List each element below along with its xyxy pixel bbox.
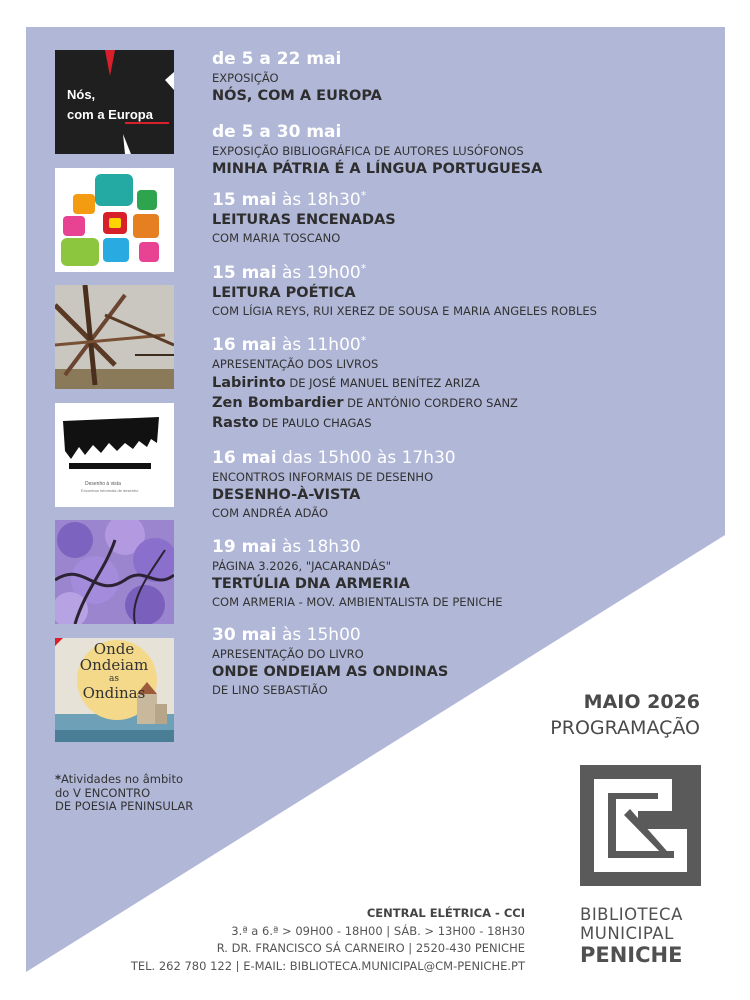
thumb-europa-line1: Nós, — [67, 87, 96, 102]
event-title: LEITURA POÉTICA — [212, 285, 356, 301]
month-subtitle: PROGRAMAÇÃO — [550, 717, 700, 739]
event-date: 30 mai às 15h00 — [212, 625, 361, 645]
poster — [26, 27, 725, 972]
thumb-desenho-caption1: Desenho à vista — [85, 481, 121, 487]
event-kind: APRESENTAÇÃO DO LIVRO — [212, 647, 364, 661]
event-title: DESENHO-À-VISTA — [212, 487, 361, 503]
footnote-line1: Atividades no âmbito — [61, 772, 184, 786]
thumb-ondinas-line1: Onde — [93, 640, 135, 658]
contacts-venue: CENTRAL ELÉTRICA - CCI — [366, 906, 525, 920]
library-name-line3: PENICHE — [580, 943, 683, 967]
thumb-nos-com-a-europa — [55, 50, 174, 154]
contacts — [131, 905, 525, 972]
event-nos-com-a-europa — [212, 49, 382, 106]
thumb-desenho-caption2: Encontros informais de desenho — [81, 488, 139, 493]
event-guest: COM LÍGIA REYS, RUI XEREZ DE SOUSA E MARIA ANGELES ROBLES — [212, 304, 597, 318]
contacts-hours: 3.ª a 6.ª > 09H00 - 18H00 | SÁB. > 13H00 - 18H30 — [231, 923, 525, 938]
event-apresentacao-livros — [212, 335, 518, 433]
library-logo-icon — [580, 765, 701, 886]
event-title: LEITURAS ENCENADAS — [212, 212, 396, 228]
event-date: 16 mai às 11h00* — [212, 334, 367, 355]
event-onde-ondeiam — [212, 625, 448, 699]
thumb-jacarandas — [55, 520, 174, 624]
thumb-leituras-encenadas — [55, 168, 174, 272]
thumb-ondinas-line2: Ondeiam — [79, 656, 149, 674]
event-tertulia-dna-armeria — [212, 537, 503, 611]
thumb-onde-ondeiam-as-ondinas — [55, 638, 174, 742]
thumb-ondinas-line3: as — [109, 674, 119, 684]
month-heading — [550, 689, 700, 741]
contacts-phone-email: TEL. 262 780 122 | E-MAIL: BIBLIOTECA.MUNICIPAL@CM-PENICHE.PT — [130, 958, 525, 972]
event-guest: COM MARIA TOSCANO — [212, 231, 341, 245]
event-guest: DE LINO SEBASTIÃO — [212, 683, 328, 697]
event-date: 16 mai das 15h00 às 17h30 — [212, 448, 456, 468]
thumb-desenho-a-vista — [55, 403, 174, 507]
footnote-line2: do V ENCONTRO — [55, 785, 151, 800]
month-title: MAIO 2026 — [583, 691, 700, 713]
event-title: NÓS, COM A EUROPA — [212, 88, 382, 104]
book-labirinto: Labirinto DE JOSÉ MANUEL BENÍTEZ ARIZA — [212, 375, 480, 391]
event-kind: EXPOSIÇÃO BIBLIOGRÁFICA DE AUTORES LUSÓFONOS — [212, 144, 524, 158]
book-rasto: Rasto DE PAULO CHAGAS — [212, 415, 372, 431]
footnote-line3: DE POESIA PENINSULAR — [55, 799, 194, 813]
footnote-star: * — [55, 772, 62, 786]
contacts-address: R. DR. FRANCISCO SÁ CARNEIRO | 2520-430 PENICHE — [216, 941, 525, 955]
event-kind: ENCONTROS INFORMAIS DE DESENHO — [212, 470, 434, 484]
library-name — [580, 905, 710, 968]
event-date: de 5 a 30 mai — [212, 122, 342, 142]
event-date: 15 mai às 19h00* — [212, 262, 367, 283]
event-kind: PÁGINA 3.2026, "JACARANDÁS" — [212, 559, 391, 573]
event-title: TERTÚLIA DNA ARMERIA — [212, 576, 410, 592]
event-title: MINHA PÁTRIA É A LÍNGUA PORTUGUESA — [212, 161, 543, 177]
library-name-line2: MUNICIPAL — [580, 924, 674, 943]
event-date: de 5 a 22 mai — [212, 49, 342, 69]
footnote — [55, 773, 193, 814]
event-date: 15 mai às 18h30* — [212, 189, 367, 210]
event-kind: EXPOSIÇÃO — [212, 71, 279, 85]
event-kind: APRESENTAÇÃO DOS LIVROS — [212, 357, 379, 371]
event-guest: COM ARMERIA - MOV. AMBIENTALISTA DE PENICHE — [212, 595, 503, 609]
library-name-line1: BIBLIOTECA — [580, 905, 683, 924]
event-leituras-encenadas — [212, 190, 396, 247]
event-desenho-a-vista — [212, 448, 456, 522]
event-minha-patria — [212, 122, 542, 179]
book-zen-bombardier: Zen Bombardier DE ANTÓNIO CORDERO SANZ — [212, 395, 518, 411]
thumb-leitura-poetica — [55, 285, 174, 389]
event-title: ONDE ONDEIAM AS ONDINAS — [212, 664, 449, 680]
event-guest: COM ANDRÉA ADÃO — [212, 506, 328, 520]
event-leitura-poetica — [212, 263, 597, 320]
event-date: 19 mai às 18h30 — [212, 537, 361, 557]
thumb-ondinas-line4: Ondinas — [82, 684, 146, 702]
thumb-europa-line2: com a Europa — [67, 107, 153, 122]
